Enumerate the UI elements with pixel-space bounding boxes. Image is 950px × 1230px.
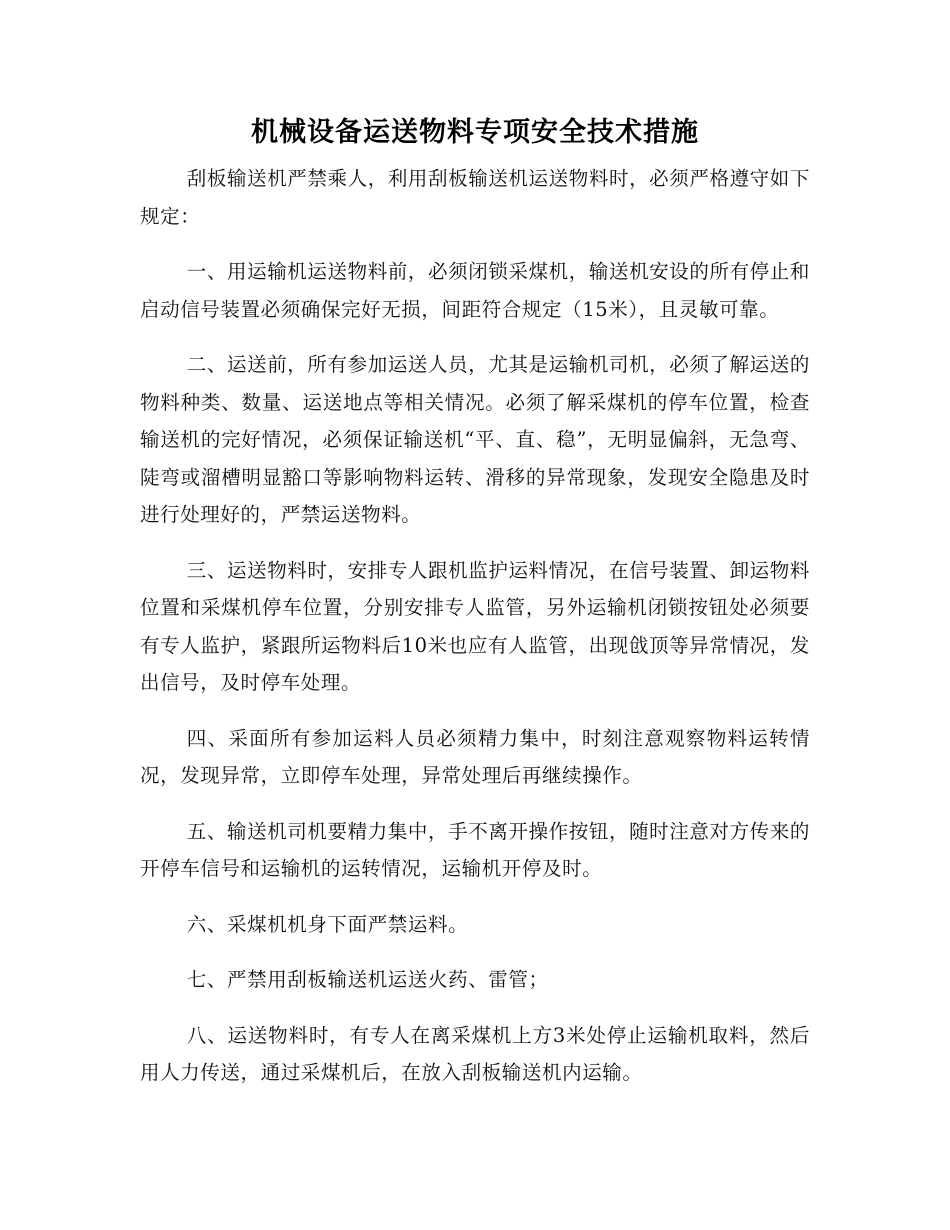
paragraph-rule-3: 三、运送物料时，安排专人跟机监护运料情况，在信号装置、卸运物料位置和采煤机停车位置，分别安排专人监管，另外运输机闭锁按钮处必须要有专人监护，紧跟所运物料后10米也应有人监管，出现戗顶等异常情况，发出信号，及时停车处理。 xyxy=(140,558,810,694)
paragraph-rule-5: 五、输送机司机要精力集中，手不离开操作按钮，随时注意对方传来的开停车信号和运输机的运转情况，运输机开停及时。 xyxy=(140,819,810,880)
paragraph-rule-8: 八、运送物料时，有专人在离采煤机上方3米处停止运输机取料，然后用人力传送，通过采煤机后，在放入刮板输送机内运输。 xyxy=(140,1023,810,1084)
paragraph-rule-2: 二、运送前，所有参加运送人员，尤其是运输机司机，必须了解运送的物料种类、数量、运送地点等相关情况。必须了解采煤机的停车位置，检查输送机的完好情况，必须保证输送机“平、直、稳”，无明显偏斜，无急弯、陡弯或溜槽明显豁口等影响物料运转、滑移的异常现象，发现安全隐患及时进行处理好的，严禁运送物料。 xyxy=(140,353,810,526)
paragraph-rule-6: 六、采煤机机身下面严禁运料。 xyxy=(186,912,469,936)
paragraph-rule-1: 一、用运输机运送物料前，必须闭锁采煤机，输送机安设的所有停止和启动信号装置必须确保完好无损，间距符合规定（15米），且灵敏可靠。 xyxy=(140,260,810,321)
paragraph-intro: 刮板输送机严禁乘人，利用刮板输送机运送物料时，必须严格遵守如下规定： xyxy=(140,167,810,228)
document-body xyxy=(140,160,810,1110)
paragraph-rule-4: 四、采面所有参加运料人员必须精力集中，时刻注意观察物料运转情况，发现异常，立即停车处理，异常处理后再继续操作。 xyxy=(140,726,810,787)
paragraph-rule-7: 七、严禁用刮板输送机运送火药、雷管； xyxy=(186,968,549,991)
document-title: 机械设备运送物料专项安全技术措施 xyxy=(251,117,699,148)
